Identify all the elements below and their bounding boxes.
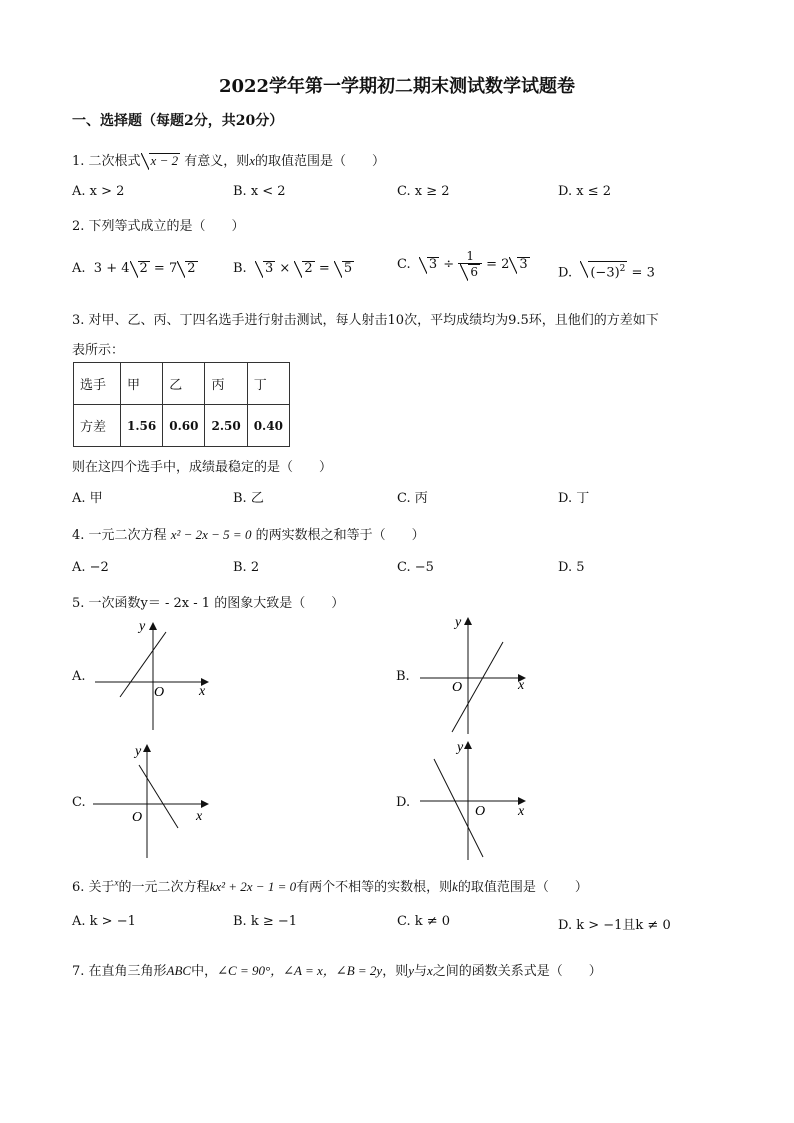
y-axis-label: y <box>139 619 146 634</box>
q2-d-label: D. <box>558 265 573 281</box>
q4-equation: x² − 2x − 5 = 0 <box>170 527 252 542</box>
q5-graph-b[interactable] <box>415 612 533 737</box>
q1-var: x <box>249 153 256 168</box>
origin-label: O <box>154 685 165 700</box>
q6-option-d[interactable]: D. k > −1且k ≠ 0 <box>558 918 671 933</box>
question-5-stem: 5. 一次函数y＝ - 2x - 1 的图象大致是（ ） <box>72 596 345 611</box>
q6-var: x <box>114 877 119 888</box>
q1-radical <box>149 153 181 168</box>
q2-c-radicand: 3 <box>519 257 528 272</box>
q2-b-radicand: 5 <box>343 261 353 276</box>
q5-option-c-label[interactable]: C. <box>72 795 86 810</box>
q3-option-a[interactable]: A. 甲 <box>72 491 103 506</box>
q6-option-a[interactable]: A. k > −1 <box>72 914 136 929</box>
q6-k: k <box>452 879 458 894</box>
q2-c-radicand: 6 <box>470 265 478 279</box>
q4-option-a[interactable]: A. −2 <box>72 560 109 575</box>
q6-option-b[interactable]: B. k ≥ −1 <box>233 914 298 929</box>
q3-option-c[interactable]: C. 丙 <box>397 491 428 506</box>
q2-c-radical <box>517 257 529 272</box>
question-3-question: 则在这四个选手中，成绩最稳定的是（ ） <box>72 460 333 475</box>
q2-b-radicand: 3 <box>264 261 274 276</box>
function-line <box>139 765 178 828</box>
question-2-stem: 2. 下列等式成立的是（ ） <box>72 219 245 234</box>
q4-option-d[interactable]: D. 5 <box>558 560 585 575</box>
page-title: 2022学年第一学期初二期末测试数学试题卷 <box>218 76 576 97</box>
q1-option-d[interactable]: D. x ≤ 2 <box>558 184 611 199</box>
q2-c-label: C. <box>397 257 411 272</box>
q6-part: 6. 关于 <box>72 880 115 895</box>
q7-part: ，则 <box>382 964 409 979</box>
q2-a-radical <box>138 261 150 276</box>
q3-option-d[interactable]: D. 丁 <box>558 491 590 506</box>
table-cell: 2.50 <box>205 405 247 447</box>
q2-a-part: = 7 <box>149 261 178 276</box>
table-cell: 乙 <box>163 363 205 405</box>
q2-option-d[interactable] <box>558 261 655 280</box>
q7-conditions: ∠C = 90°，∠A = x，∠B = 2y <box>217 963 383 978</box>
q4-option-c[interactable]: C. −5 <box>397 560 434 575</box>
q2-d-part: = 3 <box>627 265 655 281</box>
q2-c-part: ÷ <box>439 257 459 272</box>
question-7-stem <box>72 960 602 979</box>
q7-part: 7. 在直角三角形 <box>72 964 167 979</box>
q5-graph-a[interactable] <box>90 615 215 733</box>
q2-option-c[interactable] <box>397 250 530 279</box>
q2-b-radical <box>263 261 275 276</box>
q2-option-a[interactable] <box>72 261 198 276</box>
q2-c-radicand: 3 <box>428 257 438 272</box>
q1-option-c[interactable]: C. x ≥ 2 <box>397 184 450 199</box>
question-6-stem <box>72 876 588 895</box>
q7-triangle: ABC <box>166 963 192 978</box>
table-cell: 甲 <box>121 363 163 405</box>
table-cell: 丁 <box>247 363 289 405</box>
q1-suffix: 的取值范围是（ ） <box>255 154 386 169</box>
table-cell: 选手 <box>74 363 121 405</box>
q7-part: 与 <box>413 964 427 979</box>
question-1-stem <box>72 150 385 169</box>
q2-b-radicand: 2 <box>304 261 313 276</box>
q5-graph-d[interactable] <box>415 737 533 862</box>
q6-part: 的取值范围是（ ） <box>457 880 588 895</box>
table-cell: 0.60 <box>163 405 205 447</box>
q4-suffix: 的两实数根之和等于（ ） <box>255 528 425 543</box>
q2-c-part: = 2 <box>481 257 510 272</box>
q7-part: 中， <box>191 964 218 979</box>
x-axis-label: x <box>199 684 206 699</box>
q3-option-b[interactable]: B. 乙 <box>233 491 264 506</box>
table-cell: 丙 <box>205 363 247 405</box>
table-row <box>74 405 290 447</box>
y-axis-label: y <box>455 615 462 630</box>
q4-prefix: 4. 一元二次方程 <box>72 528 167 543</box>
q5-graph-c[interactable] <box>90 740 215 860</box>
q5-option-d-label[interactable]: D. <box>396 795 411 810</box>
q5-option-b-label[interactable]: B. <box>396 669 410 684</box>
question-4-stem <box>72 524 425 543</box>
question-3-stem-cont: 表所示： <box>72 343 125 358</box>
q2-b-part: × <box>275 261 295 276</box>
q2-a-radical <box>185 261 197 276</box>
q6-part: 的一元二次方程 <box>118 880 210 895</box>
q1-mid: 有意义，则 <box>184 154 250 169</box>
q6-option-c[interactable]: C. k ≠ 0 <box>397 914 451 929</box>
q2-c-denominator <box>458 264 482 279</box>
origin-label: O <box>132 810 143 825</box>
q1-radicand: x − 2 <box>150 153 179 168</box>
q2-a-radicand: 2 <box>187 261 196 276</box>
q2-a-radicand: 2 <box>139 261 148 276</box>
q6-equation: kx² + 2x − 1 = 0 <box>209 879 297 894</box>
table-row <box>74 363 290 405</box>
q2-b-radical <box>342 261 354 276</box>
q2-d-radical <box>588 261 627 280</box>
q2-a-label: A. <box>72 261 86 276</box>
q2-b-label: B. <box>233 261 247 276</box>
y-axis-label: y <box>135 744 142 759</box>
table-cell: 1.56 <box>121 405 163 447</box>
q2-b-radical <box>302 261 314 276</box>
q1-option-a[interactable]: A. x > 2 <box>72 184 125 199</box>
variance-table <box>73 362 290 447</box>
q5-option-a-label[interactable]: A. <box>72 669 86 684</box>
table-cell: 0.40 <box>247 405 289 447</box>
q1-prefix: 1. 二次根式 <box>72 154 141 169</box>
q2-c-fraction <box>458 250 482 279</box>
x-axis-label: x <box>518 678 525 693</box>
q2-b-part: = <box>314 261 334 276</box>
q1-option-b[interactable]: B. x < 2 <box>233 184 286 199</box>
x-axis-label: x <box>196 809 203 824</box>
q6-part: 有两个不相等的实数根，则 <box>296 880 453 895</box>
origin-label: O <box>452 680 463 695</box>
q2-d-exponent: 2 <box>619 264 626 274</box>
origin-label: O <box>475 804 486 819</box>
q2-option-b[interactable] <box>233 261 354 276</box>
x-axis-label: x <box>518 804 525 819</box>
q2-c-radical <box>427 257 439 272</box>
q2-d-radicand: (−3) <box>590 265 620 281</box>
table-cell: 方差 <box>74 405 121 447</box>
question-3-stem: 3. 对甲、乙、丙、丁四名选手进行射击测试，每人射击10次，平均成绩均为9.5环，且他们的方差如下 <box>72 313 659 328</box>
q2-c-numerator: 1 <box>458 250 482 264</box>
q4-option-b[interactable]: B. 2 <box>233 560 260 575</box>
q2-a-part: 3 + 4 <box>93 261 130 276</box>
q7-y: y <box>408 963 414 978</box>
y-axis-label: y <box>457 740 464 755</box>
q7-x: x <box>427 963 433 978</box>
section-heading: 一、选择题（每题2分，共20分） <box>72 113 284 129</box>
q7-part: 之间的函数关系式是（ ） <box>432 964 602 979</box>
